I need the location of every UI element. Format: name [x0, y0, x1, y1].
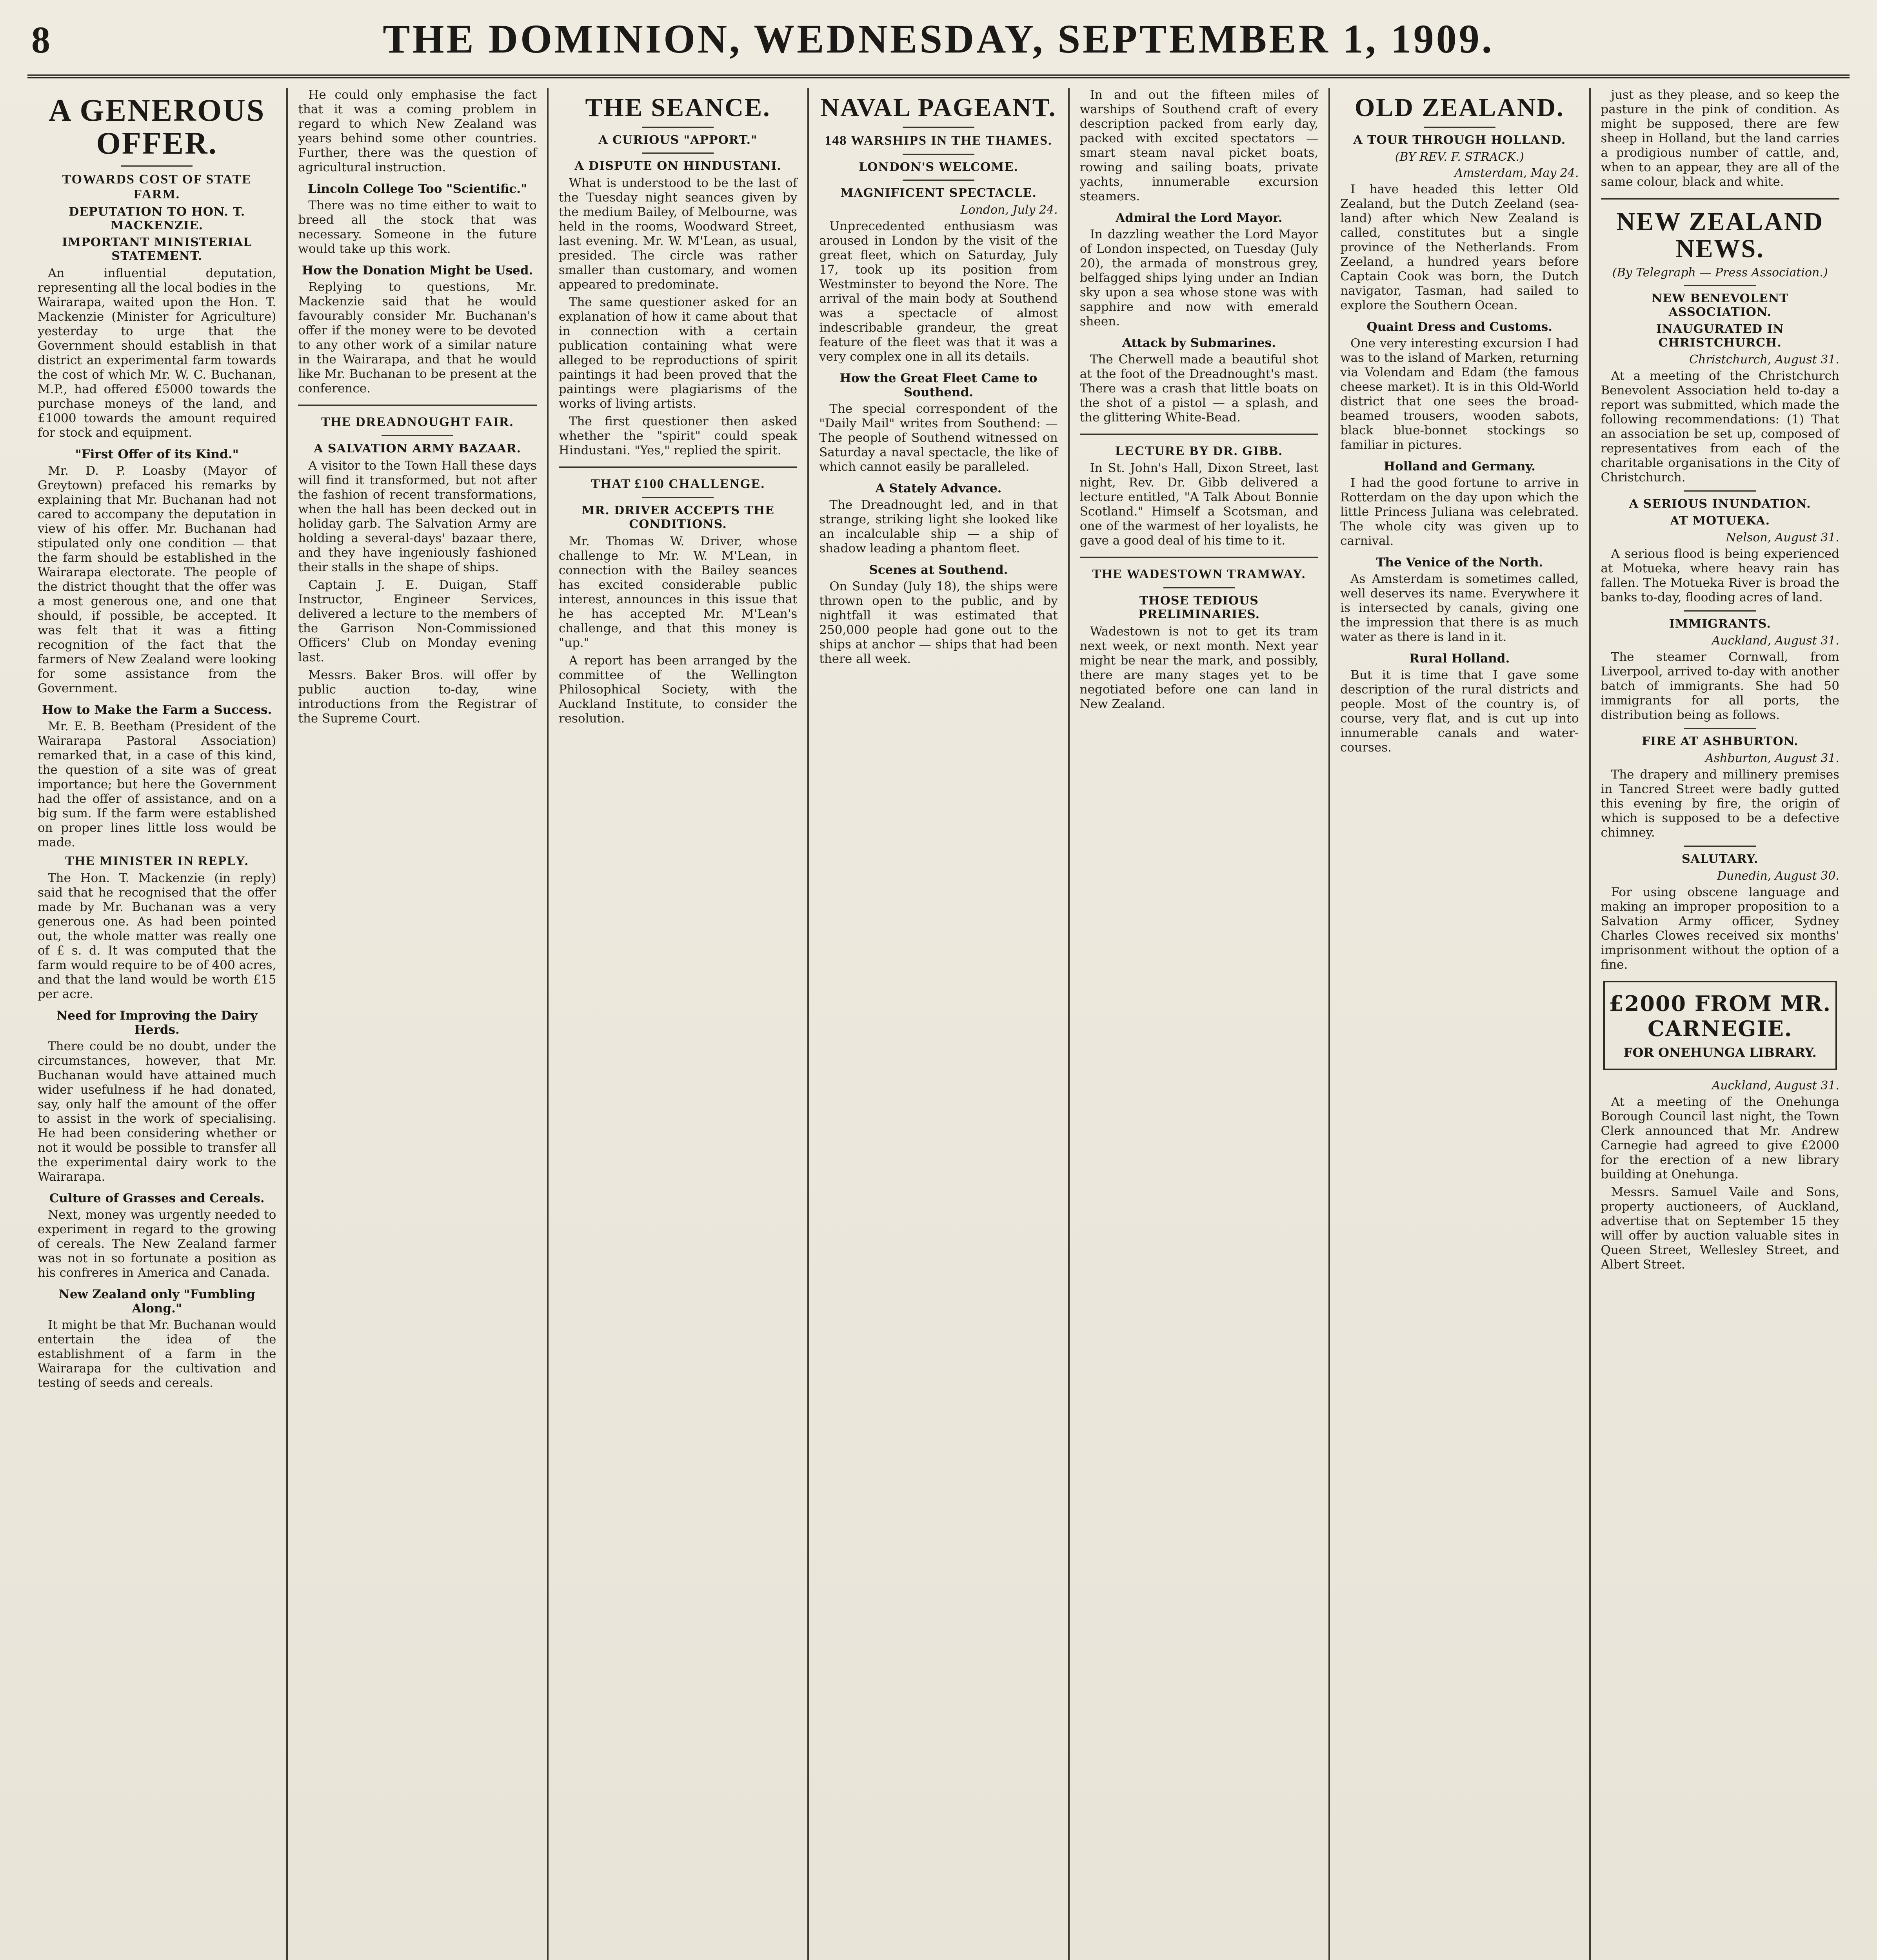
- section-heading: Attack by Submarines.: [1122, 336, 1276, 350]
- section-heading: How the Great Fleet Came to Southend.: [839, 371, 1038, 400]
- box-subtitle: FOR ONEHUNGA LIBRARY.: [1623, 1045, 1817, 1060]
- paragraph: Messrs. Samuel Vaile and Sons, property auctioneers, of Auckland, advertise that on September 15 they will offer by auction valuable sites in Queen Street, Wellesley Street, and Albert Street.: [1601, 1185, 1839, 1272]
- divider: [642, 497, 714, 498]
- paragraph: He could only emphasise the fact that it was a coming problem in regard to which New Zealand was years behind some other countries. Further, there was the question of agricultural instruction.: [298, 88, 537, 174]
- section-heading: Rural Holland.: [1409, 652, 1510, 666]
- paragraph: There could be no doubt, under the circumstances, however, that Mr. Buchanan would have attained much wider usefulness if he had donated, say, only half the amount of the offer to assist in the work of specialising. He had been considering whether or not it would be possible to transfer all the experimental dairy work to the Wairarapa.: [38, 1039, 276, 1184]
- divider: [298, 405, 536, 406]
- paragraph: Replying to questions, Mr. Mackenzie said that he would favourably consider Mr. Buchanan's offer if the money were to be devoted to any other work of a similar nature in the Wairarapa, and that he would like Mr. Buchanan to be present at the conference.: [298, 280, 537, 396]
- page-number: 8: [31, 19, 50, 61]
- paragraph: The drapery and millinery premises in Tancred Street were badly gutted this evening by fire, the origin of which is supposed to be a defective chimney.: [1601, 767, 1839, 840]
- paragraph: But it is time that I gave some description of the rural districts and people. Most of the country is, of course, very flat, and is cut up into innumerable canals and water-courses.: [1340, 668, 1579, 755]
- article-headline: THE WADESTOWN TRAMWAY.: [1092, 567, 1306, 581]
- divider: [559, 466, 797, 468]
- section-heading: THE MINISTER IN REPLY.: [65, 854, 249, 868]
- article-subheadline: A CURIOUS "APPORT.": [598, 133, 758, 147]
- divider: [903, 127, 974, 128]
- paragraph: Mr. Thomas W. Driver, whose challenge to Mr. W. M'Lean, in connection with the Bailey seances has excited considerable public interest, announces in this issue that he has accepted Mr. M'Lean's challenge, and that this money is "up.": [558, 534, 798, 650]
- article-subheadline: A TOUR THROUGH HOLLAND.: [1353, 133, 1566, 147]
- paragraph: The Dreadnought led, and in that strange, striking light she looked like an incalculable ship — a ship of shadow leading a phantom fleet.: [819, 498, 1058, 556]
- byline: (BY REV. F. STRACK.): [1395, 150, 1524, 164]
- divider: [1684, 728, 1756, 729]
- paragraph: Captain J. E. Duigan, Staff Instructor, Engineer Services, delivered a lecture to the members of the Garrison Non-Commissioned Officers' Club on Monday evening last.: [298, 578, 537, 664]
- article-headline: THE SEANCE.: [585, 93, 771, 122]
- paragraph: Mr. D. P. Loasby (Mayor of Greytown) prefaced his remarks by explaining that Mr. Buchanan had not cared to accompany the deputation in view of his offer. Mr. Buchanan had stipulated only one condition — that the farm should be established in the Wairarapa electorate. The people of the district thought that the offer was a most generous one, and one that should, if possible, be accepted. It was felt that it was a fitting recognition of the fact that the farmers of New Zealand were looking for some assistance from the Government.: [38, 464, 276, 695]
- divider: [1684, 490, 1756, 492]
- paragraph: For using obscene language and making an improper proposition to a Salvation Army officer, Sydney Charles Clowes received six months' imprisonment without the option of a fine.: [1601, 885, 1839, 972]
- paragraph: At a meeting of the Christchurch Benevolent Association held to-day a report was submitted, which made the following recommendations: (1) That an association be set up, composed of representatives from each of the charitable organisations in the City of Christchurch.: [1601, 368, 1839, 485]
- column-3: [549, 88, 809, 1960]
- article-subheadline: THOSE TEDIOUS PRELIMINARIES.: [1138, 594, 1260, 621]
- divider: [1424, 127, 1495, 128]
- paragraph: Next, money was urgently needed to experiment in regard to the growing of cereals. The New Zealand farmer was not in so fortunate a position as his confreres in America and Canada.: [38, 1208, 276, 1280]
- article-subheadline: LONDON'S WELCOME.: [859, 160, 1018, 174]
- divider: [1684, 285, 1756, 286]
- newspaper-title: THE DOMINION, WEDNESDAY, SEPTEMBER 1, 1909.: [383, 16, 1494, 62]
- section-heading: Culture of Grasses and Cereals.: [49, 1191, 265, 1205]
- column-2: [288, 88, 548, 1960]
- paragraph: The Cherwell made a beautiful shot at the foot of the Dreadnought's mast. There was a crash that little boats on the shot of a pistol — a splash, and the glittering White-Bead.: [1079, 352, 1319, 425]
- article-subheadline: A SALVATION ARMY BAZAAR.: [314, 442, 521, 456]
- column-4: [809, 88, 1069, 1960]
- divider: [1080, 434, 1318, 435]
- divider: [903, 180, 974, 181]
- article-subheadline: MAGNIFICENT SPECTACLE.: [840, 186, 1037, 200]
- section-heading: A Stately Advance.: [875, 481, 1002, 496]
- paragraph: An influential deputation, representing all the local bodies in the Wairarapa, waited upon the Hon. T. Mackenzie (Minister for Agriculture) yesterday to urge that the Government should establish in that district an experimental farm towards the cost of which Mr. W. C. Buchanan, M.P., had offered £5000 towards the purchase moneys of the land, and £1000 towards the amount required for stock and equipment.: [38, 266, 276, 440]
- divider: [121, 165, 193, 167]
- dateline: Christchurch, August 31.: [1689, 352, 1839, 367]
- section-heading: Need for Improving the Dairy Herds.: [56, 1009, 258, 1037]
- masthead: [27, 16, 1850, 78]
- article-subheadline: FIRE AT ASHBURTON.: [1641, 734, 1799, 748]
- paragraph: Messrs. Baker Bros. will offer by public auction to-day, wine introductions from the Registrar of the Supreme Court.: [298, 668, 537, 726]
- column-6: [1330, 88, 1590, 1960]
- paragraph: There was no time either to wait to breed all the stock that was necessary. Someone in the future would take up this work.: [298, 198, 537, 256]
- dateline: London, July 24.: [960, 203, 1058, 217]
- dateline: Nelson, August 31.: [1726, 530, 1839, 544]
- paragraph: Wadestown is not to get its tram next week, or next month. Next year might be near the mark, and possibly, there are many stages yet to be negotiated before one can land in New Zealand.: [1079, 624, 1319, 711]
- section-heading: New Zealand only "Fumbling Along.": [58, 1287, 255, 1316]
- article-subheadline: DEPUTATION TO HON. T. MACKENZIE.: [69, 205, 245, 232]
- article-subheadline: TOWARDS COST OF STATE FARM.: [62, 172, 252, 201]
- paragraph: Mr. E. B. Beetham (President of the Wairarapa Pastoral Association) remarked that, in a case of this kind, the question of a site was of great importance; but here the Government had the offer of assistance, and on a big sum. If the farm were established on proper lines little loss would be made.: [38, 719, 276, 849]
- paragraph: One very interesting excursion I had was to the island of Marken, returning via Volendam and Edam (the famous cheese market). It is in this Old-World district that one sees the broad-beamed trousers, wooden sabots, black blue-bonnet stockings so familiar in pictures.: [1340, 336, 1579, 452]
- section-heading: Admiral the Lord Mayor.: [1116, 211, 1283, 225]
- paragraph: A report has been arranged by the committee of the Wellington Philosophical Society, with the Auckland Institute, to consider the resolution.: [558, 653, 798, 726]
- columns: [27, 88, 1850, 1960]
- paragraph: At a meeting of the Onehunga Borough Council last night, the Town Clerk announced that Mr. Andrew Carnegie had agreed to give £2000 for the erection of a new library building at Onehunga.: [1601, 1094, 1839, 1181]
- paragraph: I have headed this letter Old Zealand, but the Dutch Zeeland (sea-land) after which New Zealand is called, constitutes but a single province of the Netherlands. From Zeeland, a hundred years before Captain Cook was born, the Dutch navigator, Tasman, had sailed to explore the Southern Ocean.: [1340, 182, 1579, 313]
- article-headline: OLD ZEALAND.: [1354, 93, 1564, 122]
- article-subheadline: A SERIOUS INUNDATION.: [1629, 497, 1811, 511]
- article-headline: NEW ZEALAND NEWS.: [1616, 207, 1824, 263]
- paragraph: In and out the fifteen miles of warships of Southend craft of every description packed from early day, packed with excited spectators — smart steam naval picket boats, rowing and sailing boats, private yachts, innumerable excursion steamers.: [1079, 88, 1319, 203]
- paragraph: just as they please, and so keep the pasture in the pink of condition. As might be supposed, there are few sheep in Holland, but the land carries a prodigious number of cattle, and, when to an appear, they are all of the same colour, black and white.: [1601, 88, 1839, 189]
- paragraph: It might be that Mr. Buchanan would entertain the idea of the establishment of a farm in the Wairarapa for the cultivation and testing of seeds and cereals.: [38, 1318, 276, 1390]
- paragraph: Unprecedented enthusiasm was aroused in London by the visit of the great fleet, which on Saturday, July 17, took up its position from Westminster to beyond the Nore. The arrival of the main body at Southend was a spectacle of almost indescribable grandeur, the great feature of the fleet was that it was a very complex one in all its details.: [819, 219, 1058, 364]
- divider: [382, 435, 453, 436]
- paragraph: In St. John's Hall, Dixon Street, last night, Rev. Dr. Gibb delivered a lecture entitled, "A Talk About Bonnie Scotland." Himself a Scotsman, and one of the warmest of her loyalists, he gave a good deal of his time to it.: [1079, 461, 1319, 548]
- paragraph: A serious flood is being experienced at Motueka, where heavy rain has fallen. The Motueka River is broad the banks to-day, flooding acres of land.: [1601, 546, 1839, 604]
- article-subheadline: INAUGURATED IN CHRISTCHURCH.: [1656, 322, 1784, 350]
- section-heading: "First Offer of its Kind.": [75, 447, 239, 461]
- divider: [1601, 198, 1839, 200]
- paragraph: As Amsterdam is sometimes called, well deserves its name. Everywhere it is intersected by canals, giving one the impression that there is as much water as there is land in it.: [1340, 572, 1579, 644]
- paragraph: I had the good fortune to arrive in Rotterdam on the day upon which the little Princess Juliana was celebrated. The whole city was given up to carnival.: [1340, 476, 1579, 548]
- article-headline: THE DREADNOUGHT FAIR.: [321, 415, 514, 429]
- paragraph: On Sunday (July 18), the ships were thrown open to the public, and by nightfall it was estimated that 250,000 people had gone out to the ships at anchor — ships that had been there all week.: [819, 579, 1058, 666]
- article-subheadline: NEW BENEVOLENT ASSOCIATION.: [1651, 291, 1789, 319]
- article-subheadline: SALUTARY.: [1681, 852, 1759, 866]
- divider: [642, 127, 714, 128]
- divider: [1080, 557, 1318, 558]
- section-heading: How to Make the Farm a Success.: [42, 703, 272, 717]
- article-subheadline: MR. DRIVER ACCEPTS THE CONDITIONS.: [581, 504, 775, 532]
- article-subheadline: 148 WARSHIPS IN THE THAMES.: [825, 133, 1052, 148]
- divider: [642, 152, 714, 154]
- dateline: Auckland, August 31.: [1712, 1078, 1839, 1093]
- article-subheadline: AT MOTUEKA.: [1670, 514, 1770, 528]
- source-note: (By Telegraph — Press Association.): [1612, 265, 1828, 279]
- article-headline: A GENEROUS OFFER.: [49, 93, 265, 161]
- divider: [903, 154, 974, 155]
- paragraph: A visitor to the Town Hall these days will find it transformed, but not after the fashion of recent transformations, when the hall has been decked out in holiday garb. The Salvation Army are holding a several-days' bazaar there, and they have ingeniously fashioned their stalls in the shape of ships.: [298, 459, 537, 574]
- section-heading: Scenes at Southend.: [869, 563, 1008, 577]
- dateline: Dunedin, August 30.: [1717, 869, 1839, 883]
- section-heading: Lincoln College Too "Scientific.": [308, 182, 527, 196]
- dateline: Ashburton, August 31.: [1705, 751, 1839, 765]
- article-subheadline: IMMIGRANTS.: [1669, 617, 1771, 631]
- paragraph: The special correspondent of the "Daily Mail" writes from Southend: — The people of Southend witnessed on Saturday a naval spectacle, the like of which cannot easily be paralleled.: [819, 402, 1058, 474]
- paragraph: The first questioner then asked whether the "spirit" could speak Hindustani. "Yes," replied the spirit.: [558, 414, 798, 458]
- section-heading: The Venice of the North.: [1376, 555, 1543, 570]
- article-subheadline: A DISPUTE ON HINDUSTANI.: [574, 159, 781, 173]
- paragraph: The steamer Cornwall, from Liverpool, arrived to-day with another batch of immigrants. She had 50 immigrants for all ports, the distribution being as follows.: [1601, 650, 1839, 722]
- section-heading: Holland and Germany.: [1383, 459, 1535, 474]
- divider: [1684, 846, 1756, 847]
- article-headline: THAT £100 CHALLENGE.: [591, 477, 765, 492]
- box-title: £2000 FROM MR. CARNEGIE.: [1609, 991, 1832, 1041]
- divider: [1163, 587, 1235, 588]
- paragraph: In dazzling weather the Lord Mayor of London inspected, on Tuesday (July 20), the armada of monstrous grey, belfagged ships lying under an Indian sky upon a sea whose stone was with sapphire and now with emerald sheen.: [1079, 227, 1319, 328]
- section-heading: Quaint Dress and Customs.: [1366, 320, 1553, 334]
- article-subheadline: IMPORTANT MINISTERIAL STATEMENT.: [62, 236, 252, 263]
- paragraph: The Hon. T. Mackenzie (in reply) said that he recognised that the offer made by Mr. Buchanan was a very generous one. As had been pointed out, the whole matter was really one of £ s. d. It was computed that the farm would require to be of 400 acres, and that the land would be worth £15 per acre.: [38, 871, 276, 1001]
- column-5: [1070, 88, 1330, 1960]
- column-7: [1591, 88, 1850, 1960]
- article-headline: LECTURE BY DR. GIBB.: [1115, 444, 1283, 458]
- dateline: Auckland, August 31.: [1712, 633, 1839, 648]
- dateline: Amsterdam, May 24.: [1454, 166, 1579, 180]
- carnegie-box: [1603, 981, 1837, 1070]
- article-headline: NAVAL PAGEANT.: [820, 93, 1057, 122]
- paragraph: What is understood to be the last of the Tuesday night seances given by the medium Bailey, of Melbourne, was held in the rooms, Woodward Street, last evening. Mr. W. M'Lean, as usual, presided. The circle was rather smaller than customary, and women appeared to predominate.: [558, 176, 798, 292]
- column-1: [27, 88, 288, 1960]
- divider: [1684, 610, 1756, 612]
- paragraph: The same questioner asked for an explanation of how it came about that in connection with a certain publication containing what were alleged to be reproductions of spirit paintings it had been proved that the paintings were plagiarisms of the works of living artists.: [558, 295, 798, 411]
- section-heading: How the Donation Might be Used.: [302, 263, 533, 278]
